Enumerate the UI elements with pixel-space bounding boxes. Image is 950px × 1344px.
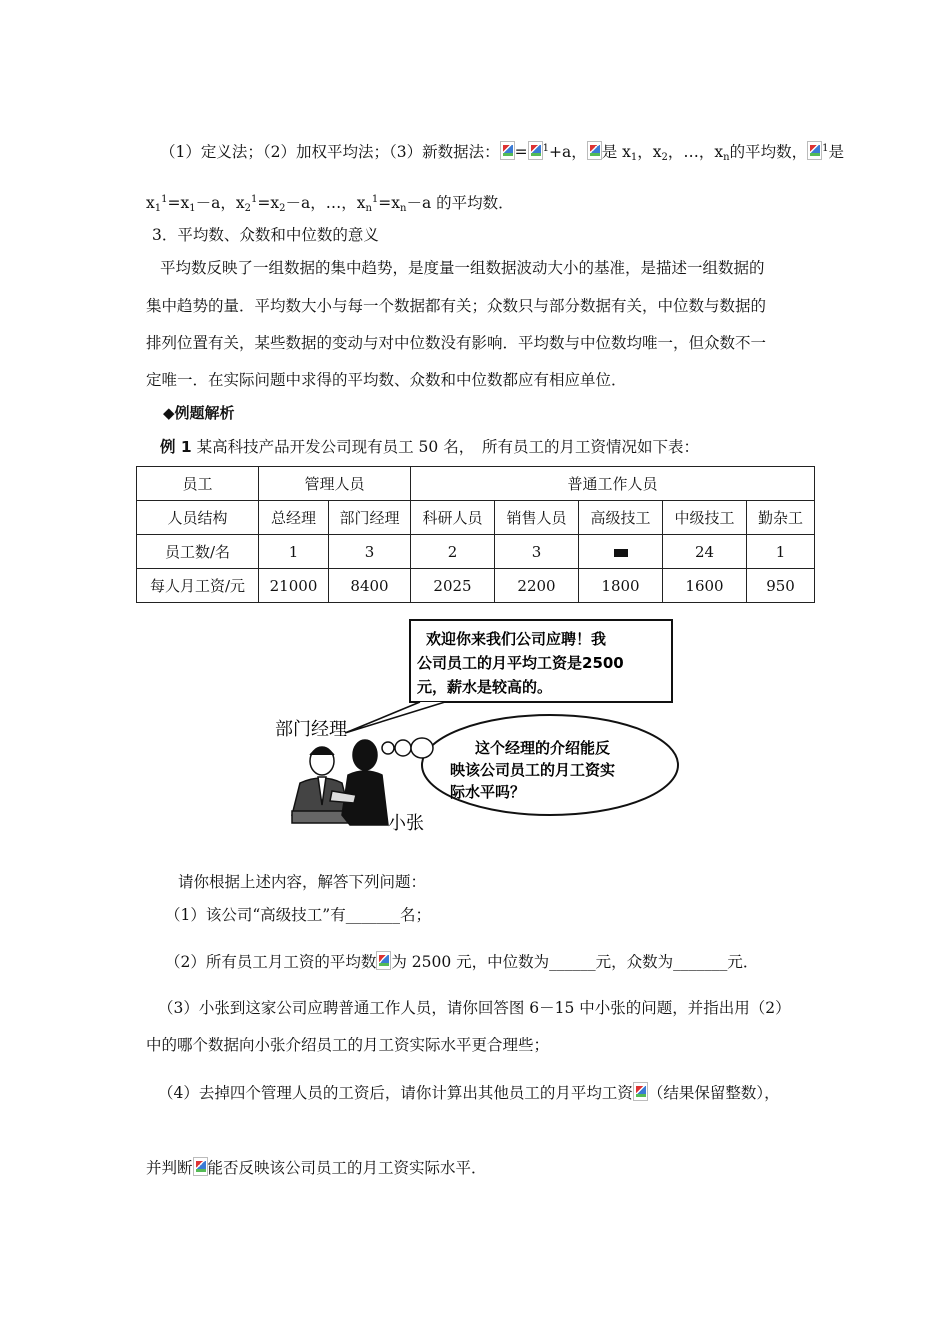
- table-cell: 3: [495, 535, 579, 569]
- table-cell: 普通工作人员: [411, 467, 815, 501]
- thought-line: 映该公司员工的月工资实: [450, 761, 616, 779]
- speech-line: 元，薪水是较高的。: [417, 678, 553, 696]
- table-cell: 员工: [137, 467, 259, 501]
- table-cell: 1800: [579, 569, 663, 603]
- xbar-prime-image-icon: [528, 141, 543, 160]
- question-4-line: （4）去掉四个管理人员的工资后，请你计算出其他员工的月平均工资 （结果保留整数），: [158, 1084, 780, 1102]
- table-cell: [579, 535, 663, 569]
- section-paragraph-line: 集中趋势的量．平均数大小与每一个数据都有关；众数只与部分数据有关，中位数与数据的: [146, 297, 767, 315]
- table-cell: 员工数/名: [137, 535, 259, 569]
- formula-line-2: $x_1^1=x_1-a$，$x_2^1=x_2-a$，…，$x_n^1=x_n-a$ 的平均数．: [146, 194, 514, 214]
- xbar-image-icon: [633, 1082, 648, 1101]
- section-title: 3．平均数、众数和中位数的意义: [152, 226, 379, 244]
- speech-line: 欢迎你来我们公司应聘！我: [426, 630, 607, 648]
- xbar-image-icon: [376, 951, 391, 970]
- table-cell: 2: [411, 535, 495, 569]
- table-cell: 每人月工资/元: [137, 569, 259, 603]
- table-cell: 1: [747, 535, 815, 569]
- example-1-line: 例 1 某高科技产品开发公司现有员工 50 名， 所有员工的月工资情况如下表：: [160, 438, 699, 456]
- section-paragraph-line: 平均数反映了一组数据的集中趋势，是度量一组数据波动大小的基准，是描述一组数据的: [160, 259, 765, 277]
- thought-dot: [395, 740, 411, 756]
- table-row: [137, 569, 815, 603]
- speech-tail: [345, 702, 445, 733]
- section-paragraph-line: 排列位置有关，某些数据的变动与对中位数没有影响．平均数与中位数均唯一，但众数不一: [146, 334, 767, 352]
- table-cell: 销售人员: [495, 501, 579, 535]
- table-cell: 中级技工: [663, 501, 747, 535]
- thought-dot: [411, 738, 433, 758]
- table-row: [137, 535, 815, 569]
- table-cell: 1: [259, 535, 329, 569]
- table-cell: 3: [329, 535, 411, 569]
- salary-table: [136, 466, 815, 603]
- thought-dot: [382, 742, 394, 754]
- table-cell: 部门经理: [329, 501, 411, 535]
- question-3-line: （3）小张到这家公司应聘普通工作人员，请你回答图 6－15 中小张的问题，并指出用（2）: [158, 999, 791, 1017]
- xbar-image-icon: [500, 141, 515, 160]
- table-cell: 2200: [495, 569, 579, 603]
- table-cell: 8400: [329, 569, 411, 603]
- question-2: （2）所有员工月工资的平均数 为 2500 元，中位数为______元，众数为_______元．: [165, 953, 759, 971]
- missing-value-block: [614, 549, 628, 557]
- formula-line-1: （1）定义法；（2）加权平均法；（3）新数据法： = $^1$+a， 是 $x_1$，$x_2$，…，$x_n$的平均数， $^1$是: [160, 143, 844, 163]
- xbar-image-icon: [587, 141, 602, 160]
- xbar-prime-image-icon: [807, 141, 822, 160]
- thought-line: 这个经理的介绍能反: [475, 739, 611, 757]
- table-cell: 950: [747, 569, 815, 603]
- table-cell: 科研人员: [411, 501, 495, 535]
- question-3-line: 中的哪个数据向小张介绍员工的月工资实际水平更合理些；: [146, 1036, 550, 1054]
- question-intro: 请你根据上述内容，解答下列问题：: [178, 873, 427, 891]
- thought-line: 际水平吗？: [450, 783, 526, 801]
- table-row: [137, 501, 815, 535]
- manager-label: 部门经理: [275, 719, 347, 740]
- table-cell: 1600: [663, 569, 747, 603]
- table-cell: 勤杂工: [747, 501, 815, 535]
- table-cell: 总经理: [259, 501, 329, 535]
- table-row: [137, 467, 815, 501]
- table-cell: 管理人员: [259, 467, 411, 501]
- table-cell: 24: [663, 535, 747, 569]
- speech-line: 公司员工的月平均工资是2500: [417, 654, 624, 672]
- table-cell: 2025: [411, 569, 495, 603]
- question-4-line: 并判断 能否反映该公司员工的月工资实际水平．: [146, 1159, 487, 1177]
- cartoon-illustration: [270, 615, 680, 840]
- table-cell: 高级技工: [579, 501, 663, 535]
- table-cell: 人员结构: [137, 501, 259, 535]
- xbar-image-icon: [193, 1157, 208, 1176]
- section-paragraph-line: 定唯一．在实际问题中求得的平均数、众数和中位数都应有相应单位．: [146, 371, 627, 389]
- example-header: ◆例题解析: [163, 404, 235, 422]
- zhang-label: 小张: [388, 813, 424, 834]
- question-1: （1）该公司“高级技工”有_______名；: [165, 906, 431, 924]
- table-cell: 21000: [259, 569, 329, 603]
